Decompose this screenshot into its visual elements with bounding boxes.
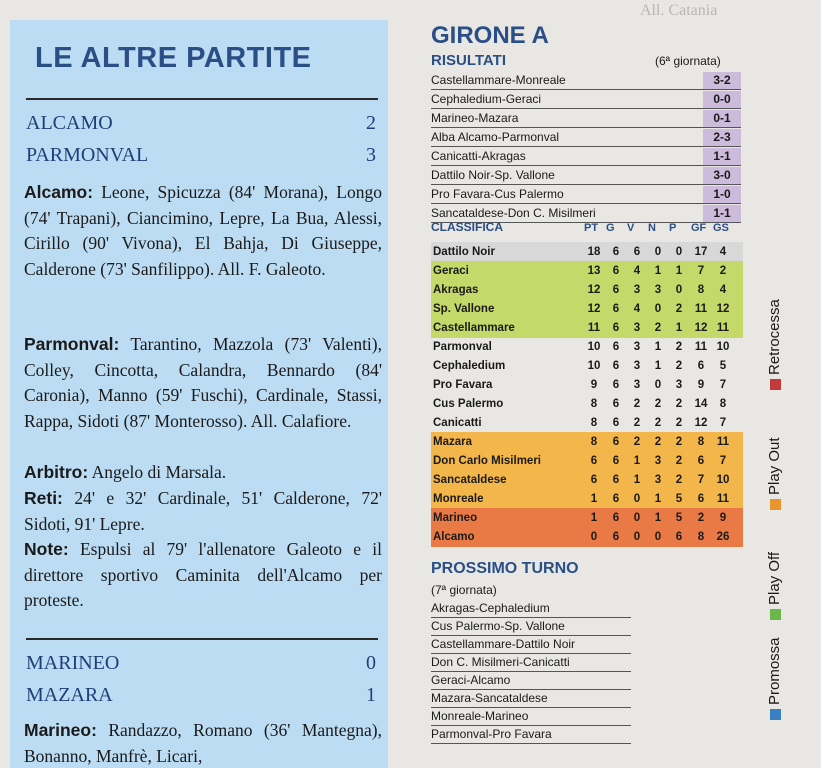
- standings-cell: 5: [675, 512, 683, 524]
- standings-col-header: GF: [691, 222, 707, 234]
- result-row: [431, 129, 741, 147]
- standings-row: [431, 318, 743, 338]
- standings-label: CLASSIFICA: [431, 220, 503, 234]
- referee-line: [24, 460, 382, 486]
- standings-col-header: GS: [713, 222, 729, 234]
- standings-row: [431, 375, 743, 395]
- standings-cell: 0: [654, 531, 662, 543]
- standings-team: Parmonval: [433, 341, 492, 353]
- standings-cell: 3: [654, 284, 662, 296]
- result-row: [431, 91, 741, 109]
- result-match: Pro Favara-Cus Palermo: [431, 187, 564, 201]
- standings-cell: 6: [612, 417, 620, 429]
- standings-cell: 3: [633, 360, 641, 372]
- result-row: [431, 72, 741, 90]
- standings-cell: 6: [612, 284, 620, 296]
- next-round-label: PROSSIMO TURNO: [431, 560, 579, 577]
- standings-col-header: V: [627, 222, 635, 234]
- standings-cell: 6: [612, 436, 620, 448]
- standings-cell: 3: [633, 322, 641, 334]
- standings-row: [431, 394, 743, 414]
- standings-cell: 2: [675, 341, 683, 353]
- standings-cell: 3: [633, 379, 641, 391]
- standings-cell: 4: [633, 303, 641, 315]
- standings-cell: 2: [633, 417, 641, 429]
- standings-cell: 2: [719, 265, 727, 277]
- legend-swatch: [770, 499, 781, 510]
- standings-col-header: G: [606, 222, 615, 234]
- standings-cell: 1: [633, 455, 641, 467]
- standings-cell: 1: [654, 360, 662, 372]
- group-title: GIRONE A: [431, 22, 549, 49]
- legend-label: Play Off: [766, 551, 783, 605]
- standings-row: [431, 413, 743, 433]
- standings-cell: 0: [590, 531, 598, 543]
- standings-cell: 11: [694, 341, 708, 353]
- legend-swatch: [770, 609, 781, 620]
- standings-team: Castellammare: [433, 322, 515, 334]
- referee-label: Arbitro:: [24, 462, 89, 482]
- standings-col-header: PT: [584, 222, 599, 234]
- standings-team: Alcamo: [433, 531, 475, 543]
- standings-cell: 2: [633, 398, 641, 410]
- standings-row: [431, 356, 743, 376]
- result-row: [431, 110, 741, 128]
- lineup-text: Leone, Spicuzza (84' Morana), Longo (74' Trapani), Cianciminо, Lepre, La Bua, Alessi, Cirillo (90' Vivona), El Bahja, Di Giuseppe, Calderone (73' Sanfilippo). All. F. Galeoto.: [24, 182, 382, 279]
- legend-item: [766, 637, 783, 720]
- lineup-label: Alcamo:: [24, 182, 94, 202]
- standings-cell: 6: [612, 341, 620, 353]
- legend-swatch: [770, 379, 781, 390]
- legend-label: Retrocessa: [766, 299, 783, 375]
- standings-team: Geraci: [433, 265, 469, 277]
- standings-cell: 11: [716, 322, 730, 334]
- standings-row: [431, 508, 743, 528]
- standings-cell: 2: [675, 436, 683, 448]
- standings-cell: 8: [697, 436, 705, 448]
- results-round: (6ª giornata): [655, 54, 721, 68]
- standings-team: Cus Palermo: [433, 398, 504, 410]
- lineup-label: Parmonval:: [24, 334, 120, 354]
- standings-cell: 6: [590, 455, 598, 467]
- standings-team: Sp. Vallone: [433, 303, 495, 315]
- standings-cell: 3: [654, 474, 662, 486]
- standings-team: Mazara: [433, 436, 472, 448]
- standings-row: [431, 337, 743, 357]
- result-row: [431, 148, 741, 166]
- standings-cell: 2: [675, 360, 683, 372]
- standings-cell: 2: [675, 303, 683, 315]
- standings-cell: 6: [612, 360, 620, 372]
- standings-team: Monreale: [433, 493, 484, 505]
- standings-cell: 6: [612, 265, 620, 277]
- standings-col-header: N: [648, 222, 656, 234]
- next-match: Don C. Misilmeri-Canicatti: [431, 654, 631, 672]
- standings-cell: 1: [675, 322, 683, 334]
- standings-cell: 1: [590, 512, 598, 524]
- standings-col-header: P: [669, 222, 677, 234]
- result-score: 3-2: [703, 72, 741, 89]
- notes-text: Espulsi al 79' l'allenatore Galeoto e il direttore sportivo Caminita dell'Alcamo per proteste.: [24, 539, 382, 610]
- standings-cell: 2: [697, 512, 705, 524]
- result-score: 1-1: [703, 205, 741, 222]
- standings-cell: 2: [675, 455, 683, 467]
- team-name: MARINEO: [26, 652, 120, 674]
- result-score: 0-0: [703, 91, 741, 108]
- goals-line: [24, 486, 382, 537]
- standings-cell: 6: [612, 379, 620, 391]
- standings-cell: 0: [675, 246, 683, 258]
- legend-label: Play Out: [766, 437, 783, 495]
- standings-cell: 2: [654, 398, 662, 410]
- legend-item: [766, 437, 783, 510]
- standings-team: Sancataldese: [433, 474, 507, 486]
- standings-header: [431, 220, 743, 238]
- next-match: Monreale-Marineo: [431, 708, 631, 726]
- standings-cell: 4: [719, 284, 727, 296]
- results-label: RISULTATI: [431, 52, 506, 69]
- standings-cell: 6: [612, 531, 620, 543]
- next-match: Akragas-Cephaledium: [431, 600, 631, 618]
- standings-cell: 2: [654, 322, 662, 334]
- standings-cell: 6: [612, 322, 620, 334]
- standings-cell: 9: [697, 379, 705, 391]
- standings-cell: 0: [654, 303, 662, 315]
- standings-cell: 4: [633, 265, 641, 277]
- standings-cell: 5: [719, 360, 727, 372]
- standings-cell: 2: [675, 398, 683, 410]
- result-match: Dattilo Noir-Sp. Vallone: [431, 168, 555, 182]
- standings-cell: 12: [694, 322, 708, 334]
- goals-label: Reti:: [24, 488, 63, 508]
- lineup-text: Randazzo, Romano (36' Mantegna), Bonanno, Manfrè, Licari,: [24, 720, 382, 766]
- result-score: 1-0: [703, 186, 741, 203]
- standings-cell: 26: [716, 531, 730, 543]
- result-match: Alba Alcamo-Parmonval: [431, 130, 560, 144]
- standings-team: Don Carlo Misilmeri: [433, 455, 541, 467]
- standings-cell: 6: [612, 303, 620, 315]
- background-text-top: All. Catania: [640, 2, 718, 19]
- girone-panel: [425, 20, 775, 768]
- standings-cell: 8: [697, 284, 705, 296]
- standings-cell: 6: [697, 455, 705, 467]
- standings-cell: 12: [587, 303, 601, 315]
- legend-item: [766, 299, 783, 390]
- standings-cell: 0: [654, 246, 662, 258]
- standings-cell: 10: [716, 474, 730, 486]
- standings-cell: 11: [694, 303, 708, 315]
- legend: [762, 290, 792, 730]
- divider: [26, 98, 378, 100]
- standings-cell: 1: [654, 341, 662, 353]
- standings-cell: 7: [719, 379, 727, 391]
- standings-cell: 14: [694, 398, 708, 410]
- standings-cell: 9: [590, 379, 598, 391]
- standings-cell: 1: [654, 265, 662, 277]
- result-match: Marineo-Mazara: [431, 111, 519, 125]
- standings-cell: 8: [590, 436, 598, 448]
- standings-cell: 9: [719, 512, 727, 524]
- standings-cell: 6: [590, 474, 598, 486]
- divider: [26, 638, 378, 640]
- result-row: [431, 167, 741, 185]
- lineup-parmonval: [24, 332, 382, 434]
- standings-cell: 3: [633, 284, 641, 296]
- standings-row: [431, 432, 743, 452]
- team-name: ALCAMO: [26, 112, 113, 134]
- standings-cell: 1: [590, 493, 598, 505]
- standings-cell: 3: [633, 341, 641, 353]
- standings-cell: 10: [716, 341, 730, 353]
- standings-cell: 7: [719, 455, 727, 467]
- standings-cell: 10: [587, 341, 601, 353]
- standings-cell: 2: [675, 474, 683, 486]
- result-score: 3-0: [703, 167, 741, 184]
- standings-row: [431, 527, 743, 547]
- team-score: 1: [366, 684, 376, 706]
- standings-row: [431, 451, 743, 471]
- standings-team: Marineo: [433, 512, 478, 524]
- next-match: Geraci-Alcamo: [431, 672, 631, 690]
- panel-header: LE ALTRE PARTITE: [35, 42, 312, 74]
- standings-cell: 8: [590, 398, 598, 410]
- standings-row: [431, 489, 743, 509]
- standings-cell: 2: [654, 436, 662, 448]
- standings-cell: 11: [716, 493, 730, 505]
- standings-cell: 6: [612, 493, 620, 505]
- standings-row: [431, 299, 743, 319]
- standings-cell: 6: [697, 493, 705, 505]
- standings-cell: 3: [675, 379, 683, 391]
- standings-cell: 1: [654, 493, 662, 505]
- standings-cell: 6: [633, 246, 641, 258]
- standings-cell: 5: [675, 493, 683, 505]
- standings-cell: 1: [675, 265, 683, 277]
- standings-cell: 11: [716, 436, 730, 448]
- standings-cell: 2: [675, 417, 683, 429]
- lineup-text: Tarantino, Mazzola (73' Valenti), Colley, Cincotta, Calandra, Bennardo (84' Caronia), Manno (59' Fuschi), Cardinale, Stassi, Rappa, Sidoti (87' Monterosso). All. Calafiore.: [24, 334, 382, 431]
- team-name: PARMONVAL: [26, 144, 149, 166]
- result-match: Castellammare-Monreale: [431, 73, 566, 87]
- standings-cell: 6: [612, 512, 620, 524]
- next-match: Castellammare-Dattilo Noir: [431, 636, 631, 654]
- legend-item: [766, 552, 783, 620]
- notes-line: [24, 537, 382, 614]
- next-match: Parmonval-Pro Favara: [431, 726, 631, 744]
- result-score: 0-1: [703, 110, 741, 127]
- standings-row: [431, 280, 743, 300]
- standings-cell: 6: [612, 455, 620, 467]
- result-match: Cephaledium-Geraci: [431, 92, 542, 106]
- standings-cell: 12: [716, 303, 730, 315]
- standings-row: [431, 242, 743, 262]
- standings-team: Akragas: [433, 284, 479, 296]
- legend-swatch: [770, 709, 781, 720]
- standings-cell: 0: [633, 512, 641, 524]
- result-row: [431, 186, 741, 204]
- standings-cell: 0: [633, 531, 641, 543]
- standings-cell: 6: [612, 246, 620, 258]
- standings-cell: 8: [697, 531, 705, 543]
- standings-cell: 12: [694, 417, 708, 429]
- standings-team: Cephaledium: [433, 360, 506, 372]
- next-match: Cus Palermo-Sp. Vallone: [431, 618, 631, 636]
- standings-team: Canicatti: [433, 417, 482, 429]
- standings-cell: 8: [719, 398, 727, 410]
- standings-cell: 12: [587, 284, 601, 296]
- next-round-number: (7ª giornata): [431, 583, 497, 597]
- standings-cell: 17: [694, 246, 708, 258]
- lineup-marineo: [24, 718, 382, 768]
- other-matches-panel: [10, 20, 388, 768]
- standings-cell: 1: [654, 512, 662, 524]
- lineup-label: Marineo:: [24, 720, 97, 740]
- standings-cell: 7: [719, 417, 727, 429]
- standings-cell: 13: [587, 265, 601, 277]
- result-match: Sancataldese-Don C. Misilmeri: [431, 206, 596, 220]
- standings-cell: 1: [633, 474, 641, 486]
- standings-row: [431, 470, 743, 490]
- goals-text: 24' e 32' Cardinale, 51' Calderone, 72' Sidoti, 91' Lepre.: [24, 488, 382, 534]
- standings-cell: 0: [633, 493, 641, 505]
- result-score: 1-1: [703, 148, 741, 165]
- lineup-alcamo: [24, 180, 382, 282]
- standings-cell: 11: [587, 322, 601, 334]
- standings-cell: 10: [587, 360, 601, 372]
- result-score: 2-3: [703, 129, 741, 146]
- standings-cell: 8: [590, 417, 598, 429]
- team-score: 3: [366, 144, 376, 166]
- standings-cell: 3: [654, 455, 662, 467]
- standings-cell: 6: [612, 474, 620, 486]
- standings-team: Pro Favara: [433, 379, 493, 391]
- standings-cell: 0: [675, 284, 683, 296]
- team-name: MAZARA: [26, 684, 113, 706]
- standings-cell: 6: [612, 398, 620, 410]
- standings-team: Dattilo Noir: [433, 246, 495, 258]
- standings-row: [431, 261, 743, 281]
- notes-label: Note:: [24, 539, 69, 559]
- standings-cell: 4: [719, 246, 727, 258]
- standings-cell: 0: [654, 379, 662, 391]
- next-match: Mazara-Sancataldese: [431, 690, 631, 708]
- legend-label: Promossa: [766, 637, 783, 705]
- standings-cell: 2: [654, 417, 662, 429]
- standings-cell: 6: [697, 360, 705, 372]
- standings-cell: 2: [633, 436, 641, 448]
- team-score: 2: [366, 112, 376, 134]
- standings-cell: 7: [697, 265, 705, 277]
- result-match: Canicatti-Akragas: [431, 149, 526, 163]
- standings-cell: 6: [675, 531, 683, 543]
- team-score: 0: [366, 652, 376, 674]
- referee-text: Angelo di Marsala.: [88, 462, 227, 482]
- standings-cell: 7: [697, 474, 705, 486]
- standings-cell: 18: [587, 246, 601, 258]
